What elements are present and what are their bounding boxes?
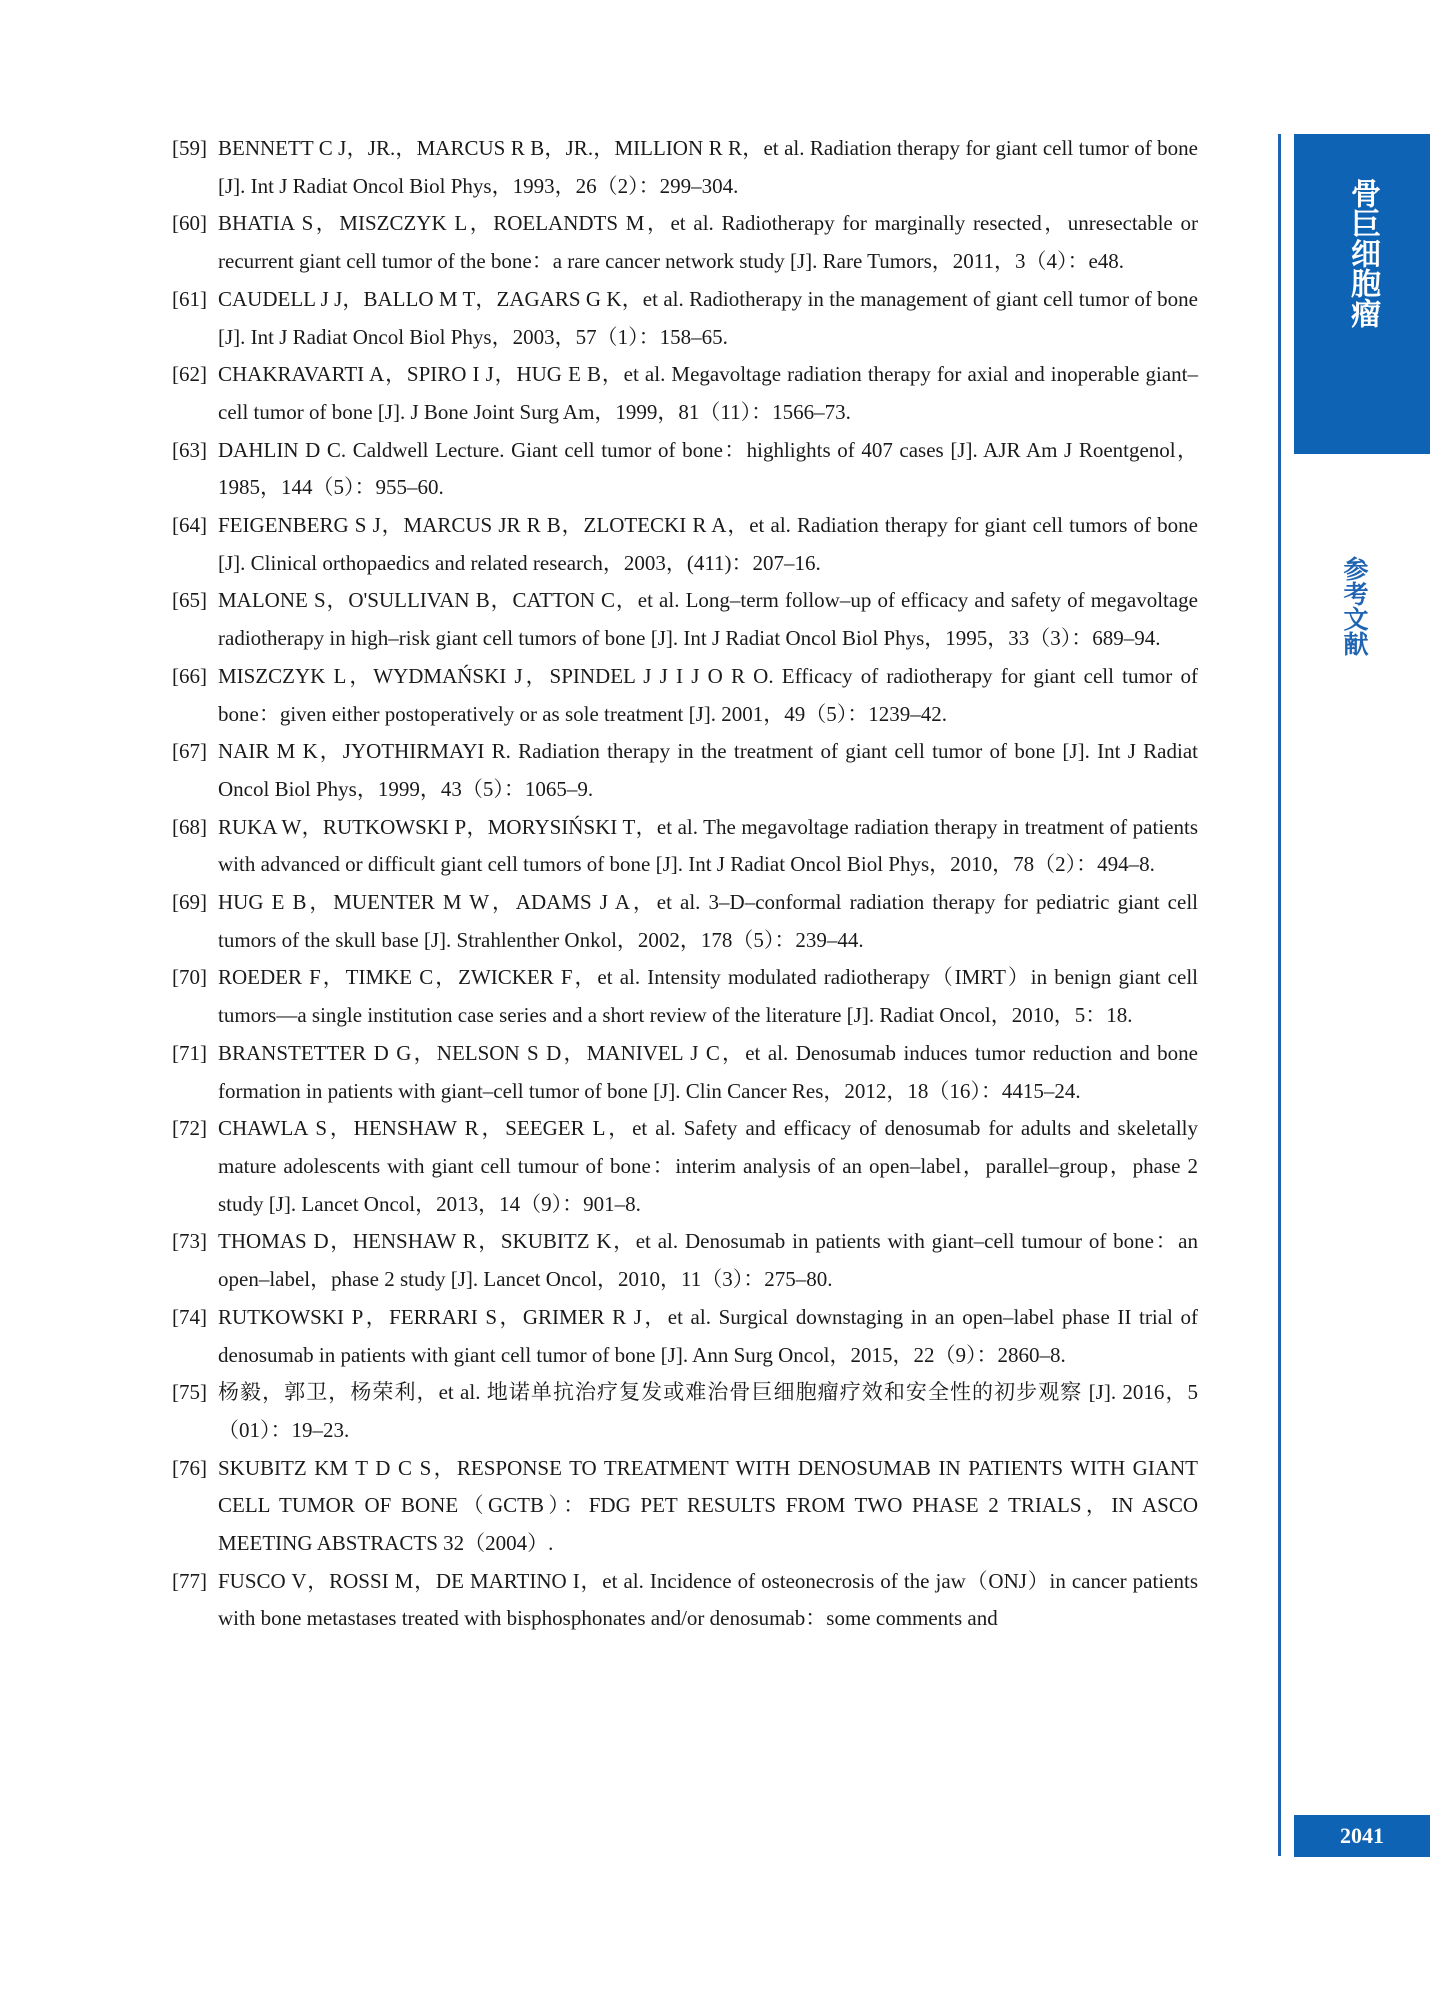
reference-item bbox=[172, 432, 1198, 507]
reference-number: [65] bbox=[172, 588, 207, 613]
reference-item bbox=[172, 281, 1198, 356]
reference-item bbox=[172, 1110, 1198, 1223]
reference-text: CHAWLA S，HENSHAW R，SEEGER L，et al. Safety and efficacy of denosumab for adults and skeletally mature adolescents with giant cell tumour of bone：interim analysis of an open–label，parallel–group，phase 2 study [J]. Lancet Oncol，2013，14（9）：901–8. bbox=[218, 1116, 1198, 1216]
reference-item bbox=[172, 1450, 1198, 1563]
reference-number: [61] bbox=[172, 286, 207, 311]
reference-text: SKUBITZ KM T D C S，RESPONSE TO TREATMENT WITH DENOSUMAB IN PATIENTS WITH GIANT CELL TUMOR OF BONE（GCTB）：FDG PET RESULTS FROM TWO PHASE 2 TRIALS，IN ASCO MEETING ABSTRACTS 32（2004）. bbox=[218, 1455, 1198, 1556]
reference-number: [68] bbox=[172, 814, 207, 839]
section-label: 参考文献 bbox=[1340, 556, 1369, 656]
reference-text: THOMAS D，HENSHAW R，SKUBITZ K，et al. Denosumab in patients with giant–cell tumour of bone：an open–label，phase 2 study [J]. Lancet Oncol，2010，11（3）：275–80. bbox=[218, 1229, 1198, 1292]
reference-text: BRANSTETTER D G，NELSON S D，MANIVEL J C，et al. Denosumab induces tumor reduction and bone formation in patients with giant–cell tumor of bone [J]. Clin Cancer Res，2012，18（16）：4415–24. bbox=[218, 1040, 1198, 1103]
reference-text: CHAKRAVARTI A，SPIRO I J，HUG E B，et al. Megavoltage radiation therapy for axial and inoperable giant–cell tumor of bone [J]. J Bone Joint Surg Am，1999，81（11）：1566–73. bbox=[218, 362, 1198, 424]
reference-number: [75] bbox=[172, 1380, 207, 1405]
reference-number: [60] bbox=[172, 211, 207, 236]
margin-rule bbox=[1278, 134, 1281, 1856]
reference-number: [70] bbox=[172, 965, 207, 990]
reference-number: [72] bbox=[172, 1116, 207, 1141]
page-number: 2041 bbox=[1294, 1815, 1430, 1857]
reference-text: 杨毅，郭卫，杨荣利，et al. 地诺单抗治疗复发或难治骨巨细胞瘤疗效和安全性的初步观察 [J]. 2016，5（01）：19–23. bbox=[218, 1380, 1198, 1442]
reference-item bbox=[172, 1223, 1198, 1298]
reference-text: FUSCO V，ROSSI M，DE MARTINO I，et al. Incidence of osteonecrosis of the jaw（ONJ）in cancer patients with bone metastases treated with bisphosphonates and/or denosumab：some comments and bbox=[218, 1568, 1198, 1631]
reference-number: [77] bbox=[172, 1568, 207, 1593]
reference-text: HUG E B，MUENTER M W，ADAMS J A，et al. 3–D–conformal radiation therapy for pediatric giant cell tumors of the skull base [J]. Strahlenther Onkol，2002，178（5）：239–44. bbox=[218, 890, 1198, 952]
reference-text: BENNETT C J，JR.，MARCUS R B，JR.，MILLION R R，et al. Radiation therapy for giant cell tumor of bone [J]. Int J Radiat Oncol Biol Phys，1993，26（2）：299–304. bbox=[218, 136, 1198, 198]
reference-item bbox=[172, 1563, 1198, 1638]
reference-text: RUKA W，RUTKOWSKI P，MORYSIŃSKI T，et al. The megavoltage radiation therapy in treatment of patients with advanced or difficult giant cell tumors of bone [J]. Int J Radiat Oncol Biol Phys，2010，78（2）：494–8. bbox=[218, 814, 1198, 877]
reference-number: [62] bbox=[172, 362, 207, 387]
reference-number: [71] bbox=[172, 1040, 207, 1065]
reference-number: [69] bbox=[172, 890, 207, 915]
reference-item bbox=[172, 582, 1198, 657]
reference-item bbox=[172, 356, 1198, 431]
chapter-title: 骨巨细胞瘤 bbox=[1345, 178, 1380, 328]
reference-text: CAUDELL J J，BALLO M T，ZAGARS G K，et al. Radiotherapy in the management of giant cell tumor of bone [J]. Int J Radiat Oncol Biol Phys，2003，57（1）：158–65. bbox=[218, 286, 1198, 349]
reference-item bbox=[172, 1035, 1198, 1110]
reference-text: BHATIA S，MISZCZYK L，ROELANDTS M，et al. Radiotherapy for marginally resected，unresectable or recurrent giant cell tumor of the bone：a rare cancer network study [J]. Rare Tumors，2011，3（4）：e48. bbox=[218, 211, 1198, 274]
reference-item bbox=[172, 130, 1198, 205]
reference-number: [76] bbox=[172, 1455, 207, 1480]
reference-item bbox=[172, 658, 1198, 733]
reference-text: RUTKOWSKI P，FERRARI S，GRIMER R J，et al. Surgical downstaging in an open–label phase II trial of denosumab in patients with giant cell tumor of bone [J]. Ann Surg Oncol，2015，22（9）：2860–8. bbox=[218, 1304, 1198, 1367]
reference-item bbox=[172, 959, 1198, 1034]
reference-item bbox=[172, 1374, 1198, 1449]
reference-item bbox=[172, 205, 1198, 280]
reference-text: ROEDER F，TIMKE C，ZWICKER F，et al. Intensity modulated radiotherapy（IMRT）in benign giant cell tumors––a single institution case series and a short review of the literature [J]. Radiat Oncol，2010，5：18. bbox=[218, 965, 1198, 1028]
reference-item bbox=[172, 733, 1198, 808]
reference-number: [67] bbox=[172, 739, 207, 764]
reference-number: [73] bbox=[172, 1229, 207, 1254]
reference-list bbox=[172, 130, 1198, 1638]
reference-number: [59] bbox=[172, 136, 207, 160]
reference-text: MALONE S，O'SULLIVAN B，CATTON C，et al. Long–term follow–up of efficacy and safety of megavoltage radiotherapy in high–risk giant cell tumors of bone [J]. Int J Radiat Oncol Biol Phys，1995，33（3）：689–94. bbox=[218, 588, 1198, 651]
reference-number: [64] bbox=[172, 513, 207, 538]
reference-item bbox=[172, 884, 1198, 959]
reference-item bbox=[172, 1299, 1198, 1374]
reference-number: [63] bbox=[172, 437, 207, 462]
reference-text: FEIGENBERG S J，MARCUS JR R B，ZLOTECKI R A，et al. Radiation therapy for giant cell tumors of bone [J]. Clinical orthopaedics and related research，2003，(411)：207–16. bbox=[218, 513, 1198, 575]
reference-number: [74] bbox=[172, 1304, 207, 1329]
reference-item bbox=[172, 507, 1198, 582]
reference-text: MISZCZYK L，WYDMAŃSKI J，SPINDEL J J I J O R O. Efficacy of radiotherapy for giant cell tumor of bone：given either postoperatively or as sole treatment [J]. 2001，49（5）：1239–42. bbox=[218, 663, 1198, 726]
reference-number: [66] bbox=[172, 663, 207, 688]
reference-text: NAIR M K，JYOTHIRMAYI R. Radiation therapy in the treatment of giant cell tumor of bone [J]. Int J Radiat Oncol Biol Phys，1999，43（5）：1065–9. bbox=[218, 739, 1198, 801]
reference-item bbox=[172, 809, 1198, 884]
reference-text: DAHLIN D C. Caldwell Lecture. Giant cell tumor of bone：highlights of 407 cases [J]. AJR Am J Roentgenol，1985，144（5）：955–60. bbox=[218, 437, 1198, 500]
chapter-tab bbox=[1294, 134, 1430, 454]
